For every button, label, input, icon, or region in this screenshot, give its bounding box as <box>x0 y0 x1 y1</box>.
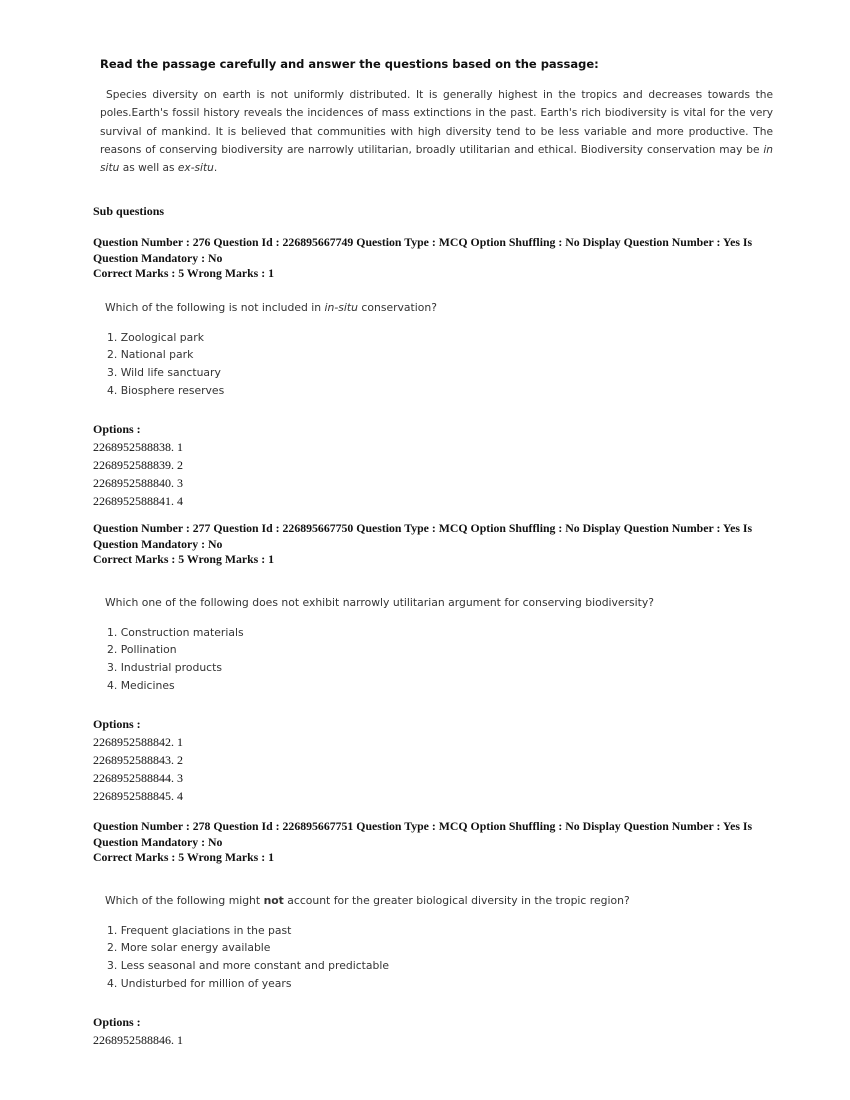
option-item: 2268952588838. 1 <box>93 439 183 454</box>
question-marks: Correct Marks : 5 Wrong Marks : 1 <box>93 850 274 864</box>
choice-item: 2. More solar energy available <box>107 941 271 955</box>
question-meta <box>93 235 773 282</box>
question-block-276 <box>93 235 773 510</box>
question-meta-line: Question Number : 278 Question Id : 226895667751 Question Type : MCQ Option Shuffling : No Display Question Number : Yes Is <box>93 819 753 833</box>
option-item: 2268952588846. 1 <box>93 1032 183 1047</box>
options-label: Options : <box>93 421 141 436</box>
choice-item: 2. Pollination <box>107 643 177 657</box>
question-text: Which of the following might not account for the greater biological diversity in the tropic region? <box>105 893 630 907</box>
question-marks: Correct Marks : 5 Wrong Marks : 1 <box>93 552 274 566</box>
option-item: 2268952588841. 4 <box>93 493 183 508</box>
options-list <box>93 1031 773 1049</box>
choice-item: 4. Medicines <box>107 678 175 692</box>
options-label: Options : <box>93 1014 141 1029</box>
options-list <box>93 733 773 805</box>
passage-text-joiner: as well as <box>119 162 178 175</box>
question-meta-line: Question Mandatory : No <box>93 536 223 551</box>
choice-item: 3. Less seasonal and more constant and predictable <box>107 959 389 973</box>
passage-end: . <box>213 162 218 175</box>
question-meta-line: Question Number : 276 Question Id : 226895667749 Question Type : MCQ Option Shuffling : No Display Question Number : Yes Is <box>93 235 753 249</box>
question-text: Which of the following is not included in in-situ conservation? <box>105 300 437 314</box>
option-item: 2268952588839. 2 <box>93 457 183 472</box>
option-item: 2268952588843. 2 <box>93 752 183 767</box>
sub-questions-label: Sub questions <box>93 204 165 218</box>
question-meta-line: Question Number : 277 Question Id : 226895667750 Question Type : MCQ Option Shuffling : No Display Question Number : Yes Is <box>93 521 753 535</box>
choice-item: 3. Industrial products <box>107 661 222 675</box>
option-item: 2268952588842. 1 <box>93 734 183 749</box>
choice-item: 3. Wild life sanctuary <box>107 366 221 380</box>
question-meta <box>93 521 773 568</box>
passage-body <box>100 86 773 177</box>
choice-item: 1. Construction materials <box>107 625 244 639</box>
question-block-278 <box>93 819 773 1049</box>
option-item: 2268952588840. 3 <box>93 475 183 490</box>
choice-item: 4. Undisturbed for million of years <box>107 976 292 990</box>
question-marks: Correct Marks : 5 Wrong Marks : 1 <box>93 266 274 280</box>
question-text: Which one of the following does not exhibit narrowly utilitarian argument for conserving biodiversity? <box>105 595 654 609</box>
passage-italic-in-situ: in situ <box>100 143 773 175</box>
choice-item: 2. National park <box>107 348 194 362</box>
options-list <box>93 438 773 510</box>
choice-list <box>93 329 773 400</box>
question-meta-line: Question Mandatory : No <box>93 834 223 849</box>
passage-italic-ex-situ: ex-situ <box>177 162 214 175</box>
choice-item: 4. Biosphere reserves <box>107 383 225 397</box>
option-item: 2268952588845. 4 <box>93 788 183 803</box>
passage-heading: Read the passage carefully and answer the questions based on the passage: <box>100 57 599 71</box>
options-label: Options : <box>93 716 141 731</box>
choice-list <box>93 922 773 993</box>
question-block-277 <box>93 521 773 805</box>
choice-list <box>93 624 773 695</box>
question-meta <box>93 819 773 866</box>
question-meta-line: Question Mandatory : No <box>93 250 223 265</box>
choice-item: 1. Frequent glaciations in the past <box>107 923 292 937</box>
passage-text: Species diversity on earth is not uniformly distributed. It is generally highest in the tropics and decreases towards the poles.Earth's fossil history reveals the incidences of mass extinctions in the past. Earth's rich biodiversity is vital for the very survival of mankind. It is believed that communities with high diversity tend to be less variable and more productive. The reasons of conserving biodiversity are narrowly utilitarian, broadly utilitarian and ethical. Biodiversity conservation may be <box>100 89 773 156</box>
option-item: 2268952588844. 3 <box>93 770 183 785</box>
choice-item: 1. Zoological park <box>107 330 204 344</box>
